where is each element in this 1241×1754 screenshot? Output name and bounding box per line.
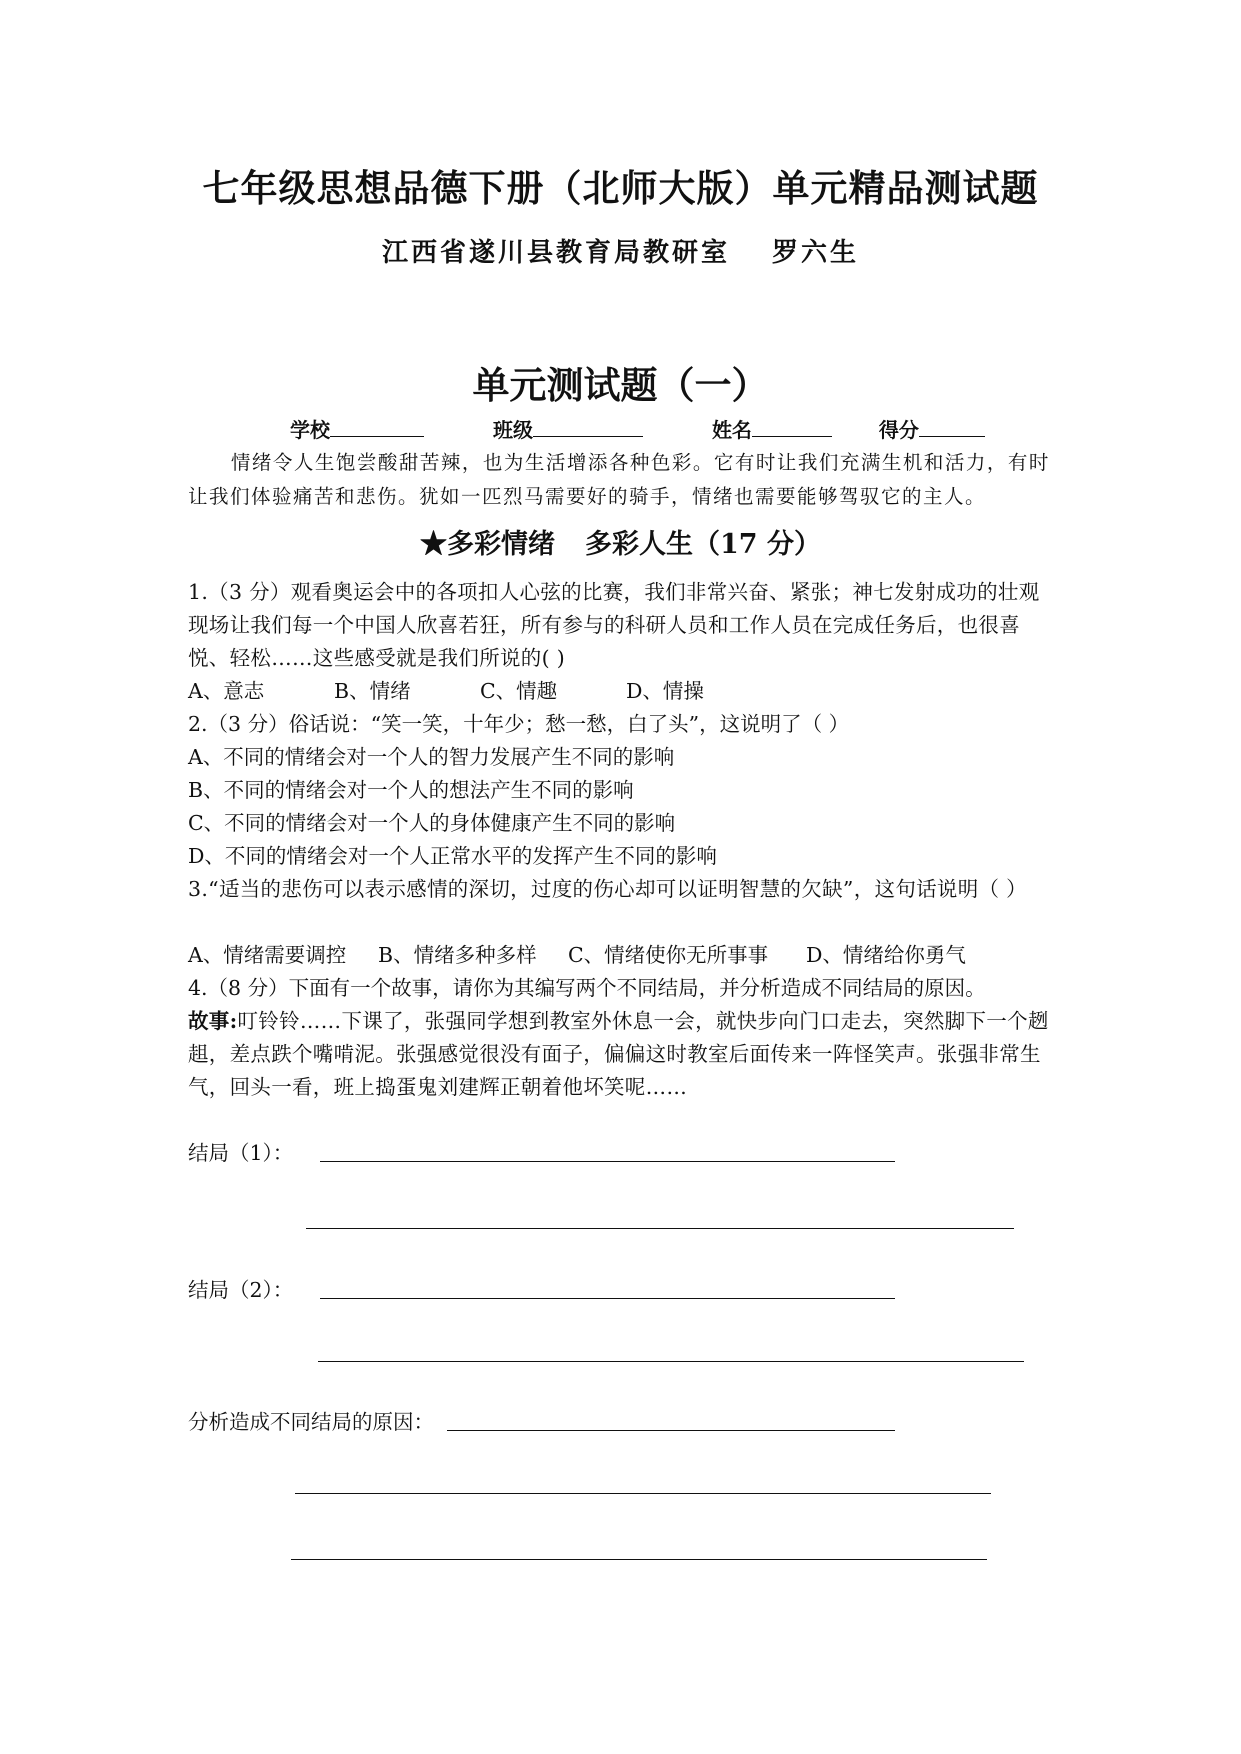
school-label: 学校	[290, 418, 330, 442]
story-text: 叮铃铃……下课了，张强同学想到教室外休息一会，就快步向门口走去，突然脚下一个趔趄，差点跌个嘴啃泥。张强感觉很没有面子，偏偏这时教室后面传来一阵怪笑声。张强非常生气，回头一看，班上捣蛋鬼刘建辉正朝着他坏笑呢……	[188, 1009, 1049, 1099]
school-blank[interactable]	[330, 436, 424, 437]
author-org: 江西省遂川县教育局教研室	[381, 238, 730, 268]
q3-option-c[interactable]: C、情绪使你无所事事	[568, 943, 769, 967]
ending-2-label: 结局（2）：	[188, 1278, 294, 1302]
ending-1-label: 结局（1）：	[188, 1141, 294, 1165]
q2-option-b[interactable]: B、不同的情绪会对一个人的想法产生不同的影响	[188, 778, 634, 802]
question-1-options	[188, 675, 704, 708]
analysis-line-2[interactable]	[295, 1493, 991, 1494]
q1-option-d[interactable]: D、情操	[626, 679, 704, 703]
score-label: 得分	[878, 418, 919, 442]
question-1-stem: 1.（3 分）观看奥运会中的各项扣人心弦的比赛，我们非常兴奋、紧张；神七发射成功的壮观现场让我们每一个中国人欣喜若狂，所有参与的科研人员和工作人员在完成任务后，也很喜悦、轻松……这些感受就是我们所说的( )	[188, 580, 1040, 670]
unit-title: 单元测试题（一）	[472, 363, 769, 407]
intro-paragraph: 情绪令人生饱尝酸甜苦辣，也为生活增添各种色彩。它有时让我们充满生机和活力，有时让我们体验痛苦和悲伤。犹如一匹烈马需要好的骑手，情绪也需要能够驾驭它的主人。	[188, 451, 1050, 508]
name-blank[interactable]	[752, 436, 832, 437]
student-info-row	[290, 414, 985, 443]
ending-2-line-2[interactable]	[318, 1361, 1024, 1362]
page-title: 七年级思想品德下册（北师大版）单元精品测试题	[202, 166, 1039, 210]
question-3-options	[188, 939, 966, 972]
section-title-part2: 多彩人生（17 分）	[585, 529, 821, 560]
score-blank[interactable]	[919, 436, 985, 437]
question-2-stem: 2.（3 分）俗话说：“笑一笑，十年少；愁一愁，白了头”，这说明了（ ）	[188, 712, 850, 736]
q3-option-b[interactable]: B、情绪多种多样	[378, 943, 537, 967]
author-name: 罗六生	[772, 238, 860, 268]
analysis-label: 分析造成不同结局的原因：	[188, 1410, 434, 1434]
class-blank[interactable]	[533, 436, 643, 437]
q1-option-b[interactable]: B、情绪	[334, 679, 411, 703]
story-paragraph	[188, 1005, 1058, 1104]
class-label: 班级	[492, 418, 533, 442]
q2-option-c[interactable]: C、不同的情绪会对一个人的身体健康产生不同的影响	[188, 811, 676, 835]
analysis-line-1[interactable]	[447, 1430, 895, 1431]
question-3-stem: 3.“适当的悲伤可以表示感情的深切，过度的伤心却可以证明智慧的欠缺”，这句话说明（ ）	[188, 877, 1027, 901]
name-label: 姓名	[711, 418, 752, 442]
section-heading	[0, 522, 1241, 561]
q3-option-d[interactable]: D、情绪给你勇气	[806, 943, 966, 967]
question-4-stem: 4.（8 分）下面有一个故事，请你为其编写两个不同结局，并分析造成不同结局的原因。	[188, 976, 986, 1000]
q2-option-d[interactable]: D、不同的情绪会对一个人正常水平的发挥产生不同的影响	[188, 844, 717, 868]
q1-option-a[interactable]: A、意志	[188, 679, 265, 703]
ending-1-line-1[interactable]	[320, 1161, 895, 1162]
q3-option-a[interactable]: A、情绪需要调控	[188, 943, 347, 967]
section-title-part1: ★多彩情绪	[420, 529, 555, 560]
ending-1-line-2[interactable]	[306, 1228, 1014, 1229]
ending-2-line-1[interactable]	[320, 1298, 895, 1299]
q2-option-a[interactable]: A、不同的情绪会对一个人的智力发展产生不同的影响	[188, 745, 675, 769]
analysis-line-3[interactable]	[291, 1559, 987, 1560]
story-label: 故事:	[188, 1009, 238, 1033]
q1-option-c[interactable]: C、情趣	[480, 679, 558, 703]
author-line	[0, 232, 1241, 269]
